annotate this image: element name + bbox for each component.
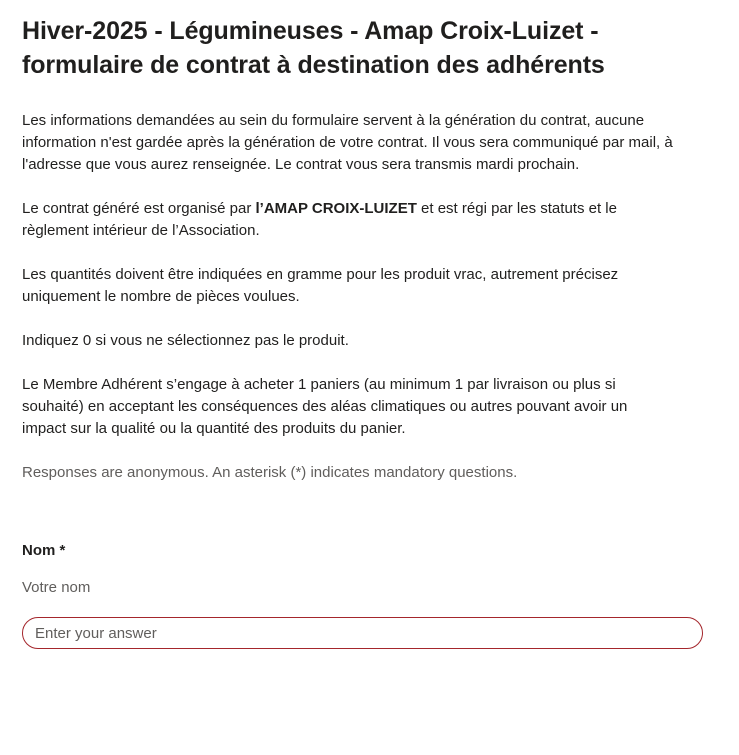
description-paragraph-zero bbox=[22, 330, 674, 352]
question-title: Nom * bbox=[22, 542, 66, 559]
organiser-name: l’AMAP CROIX-LUIZET bbox=[255, 200, 417, 217]
description-text: Le contrat généré est organisé par bbox=[22, 200, 256, 217]
description-text: Indiquez 0 si vous ne sélectionnez pas le produit. bbox=[22, 332, 349, 349]
description-paragraph-engagement bbox=[22, 374, 674, 440]
description-text: et est régi par les statuts et le règlement intérieur de l’Association. bbox=[22, 200, 617, 239]
question-subtitle: Votre nom bbox=[22, 579, 91, 596]
nom-answer-input[interactable] bbox=[22, 617, 703, 649]
description-text: Le Membre Adhérent s’engage à acheter 1 paniers (au minimum 1 par livraison ou plus si souhaité) en acceptant les conséquences des aléas climatiques ou autres pouvant avoir un impact sur la qualité ou la quantité des produits du panier. bbox=[22, 376, 628, 437]
description-paragraph-organisateur bbox=[22, 198, 674, 242]
question-nom bbox=[22, 540, 717, 649]
form-title: Hiver-2025 - Légumineuses - Amap Croix-Luizet - formulaire de contrat à destination des adhérents bbox=[22, 17, 605, 79]
description-paragraph-quantites bbox=[22, 264, 674, 308]
form-description bbox=[22, 110, 674, 484]
description-text: Les informations demandées au sein du formulaire servent à la génération du contrat, aucune information n'est gardée après la génération de votre contrat. Il vous sera communiqué par mail, à l'adresse que vous aurez renseignée. Le contrat vous sera transmis mardi prochain. bbox=[22, 112, 673, 173]
description-text: Les quantités doivent être indiquées en gramme pour les produit vrac, autrement précisez uniquement le nombre de pièces voulues. bbox=[22, 266, 619, 305]
anonymity-notice: Responses are anonymous. An asterisk (*) indicates mandatory questions. bbox=[22, 464, 518, 481]
description-paragraph-intro bbox=[22, 110, 674, 176]
